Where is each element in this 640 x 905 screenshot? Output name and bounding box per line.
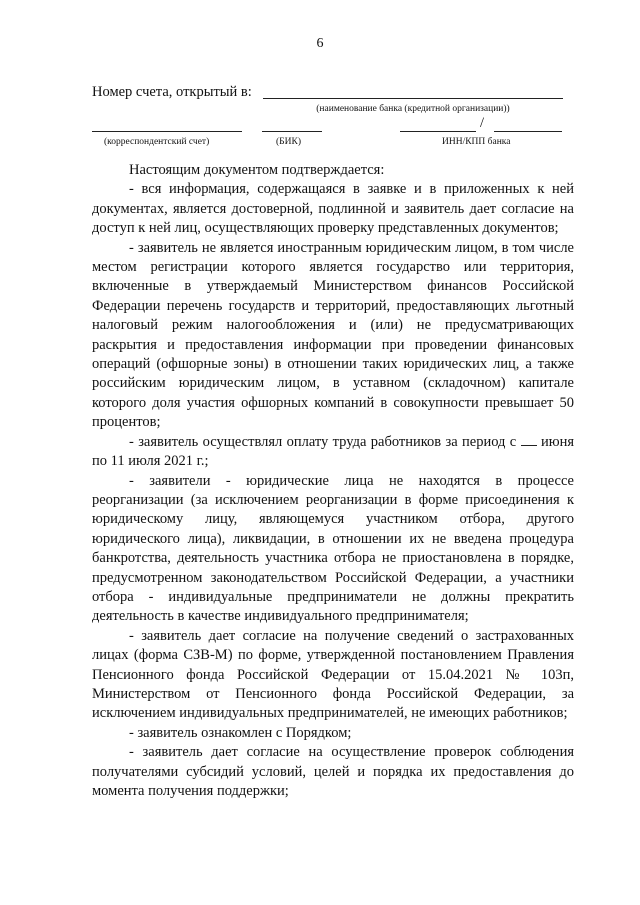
page-number: 6 [316,36,324,51]
bik-line [262,131,322,132]
item-not-foreign: - заявитель не является иностранным юридическим лицом, в том числе местом регистрации которого является государство или территория, включенные в утверждаемый Министерством финансов Российской Федерации перечень государств и территорий, предоставляющих льготный налоговый режим налогообложения и (или) не предусматривающих раскрытия и предоставления информации при проведении финансовых операций (офшорные зоны) в отношении таких юридических лиц, а также российским юридическим лицом, в уставном (складочном) капитале которого доля участия офшорных компаний в совокупности превышает 50 процентов; [92,239,574,431]
item-inspection-consent: - заявитель дает согласие на осуществление проверок соблюдения получателями субсидий условий, целей и порядка их предоставления до момента получения поддержки; [92,744,574,799]
day-blank [521,433,537,446]
corr-account-line [92,131,242,132]
inn-kpp-separator: / [480,115,485,131]
corr-account-caption: (корреспондентский счет) [104,137,210,147]
kpp-line [494,131,562,132]
item-reliability: - вся информация, содержащаяся в заявке и в приложенных к ней документах, является достоверной, подлинной и заявитель дает согласие на доступ к ней лиц, осуществляющих проверку представленных документов; [92,181,574,237]
salary-period-end: июня по 11 июля 2021 г.; [92,433,575,470]
bik-caption: (БИК) [276,137,301,147]
salary-period-text: - заявитель осуществлял оплату труда работников за период с [129,433,517,450]
intro-paragraph: Настоящим документом подтверждается: [129,162,385,178]
inn-line [400,131,476,132]
bank-name-line [263,98,563,99]
bank-name-caption: (наименование банка (кредитной организации)) [316,104,510,114]
inn-kpp-caption: ИНН/КПП банка [442,137,511,147]
item-salary-period [92,433,574,472]
confirmation-body [92,161,574,801]
item-no-reorganization: - заявители - юридические лица не находятся в процессе реорганизации (за исключением реорганизации в форме присоединения к юридическому лицу, являющемуся участником отбора, другого юридического лица), ликвидации, в отношении их не введена процедура банкротства, деятельность участника отбора не приостановлена в порядке, предусмотренном законодательством Российской Федерации, а участники отбора - индивидуальные предприниматели не должны прекратить деятельность в качестве индивидуального предпринимателя; [92,472,574,625]
account-label: Номер счета, открытый в: [92,84,252,100]
item-szv-consent: - заявитель дает согласие на получение сведений о застрахованных лицах (форма СЗВ-М) по форме, утвержденной постановлением Правления Пенсионного фонда Российской Федерации от 15.04.2021 № 103п, Министерством от Пенсионного фонда Российской Федерации, за исключением индивидуальных предпринимателей, не имеющих работников; [92,627,574,722]
item-familiarized: - заявитель ознакомлен с Порядком; [129,724,352,741]
